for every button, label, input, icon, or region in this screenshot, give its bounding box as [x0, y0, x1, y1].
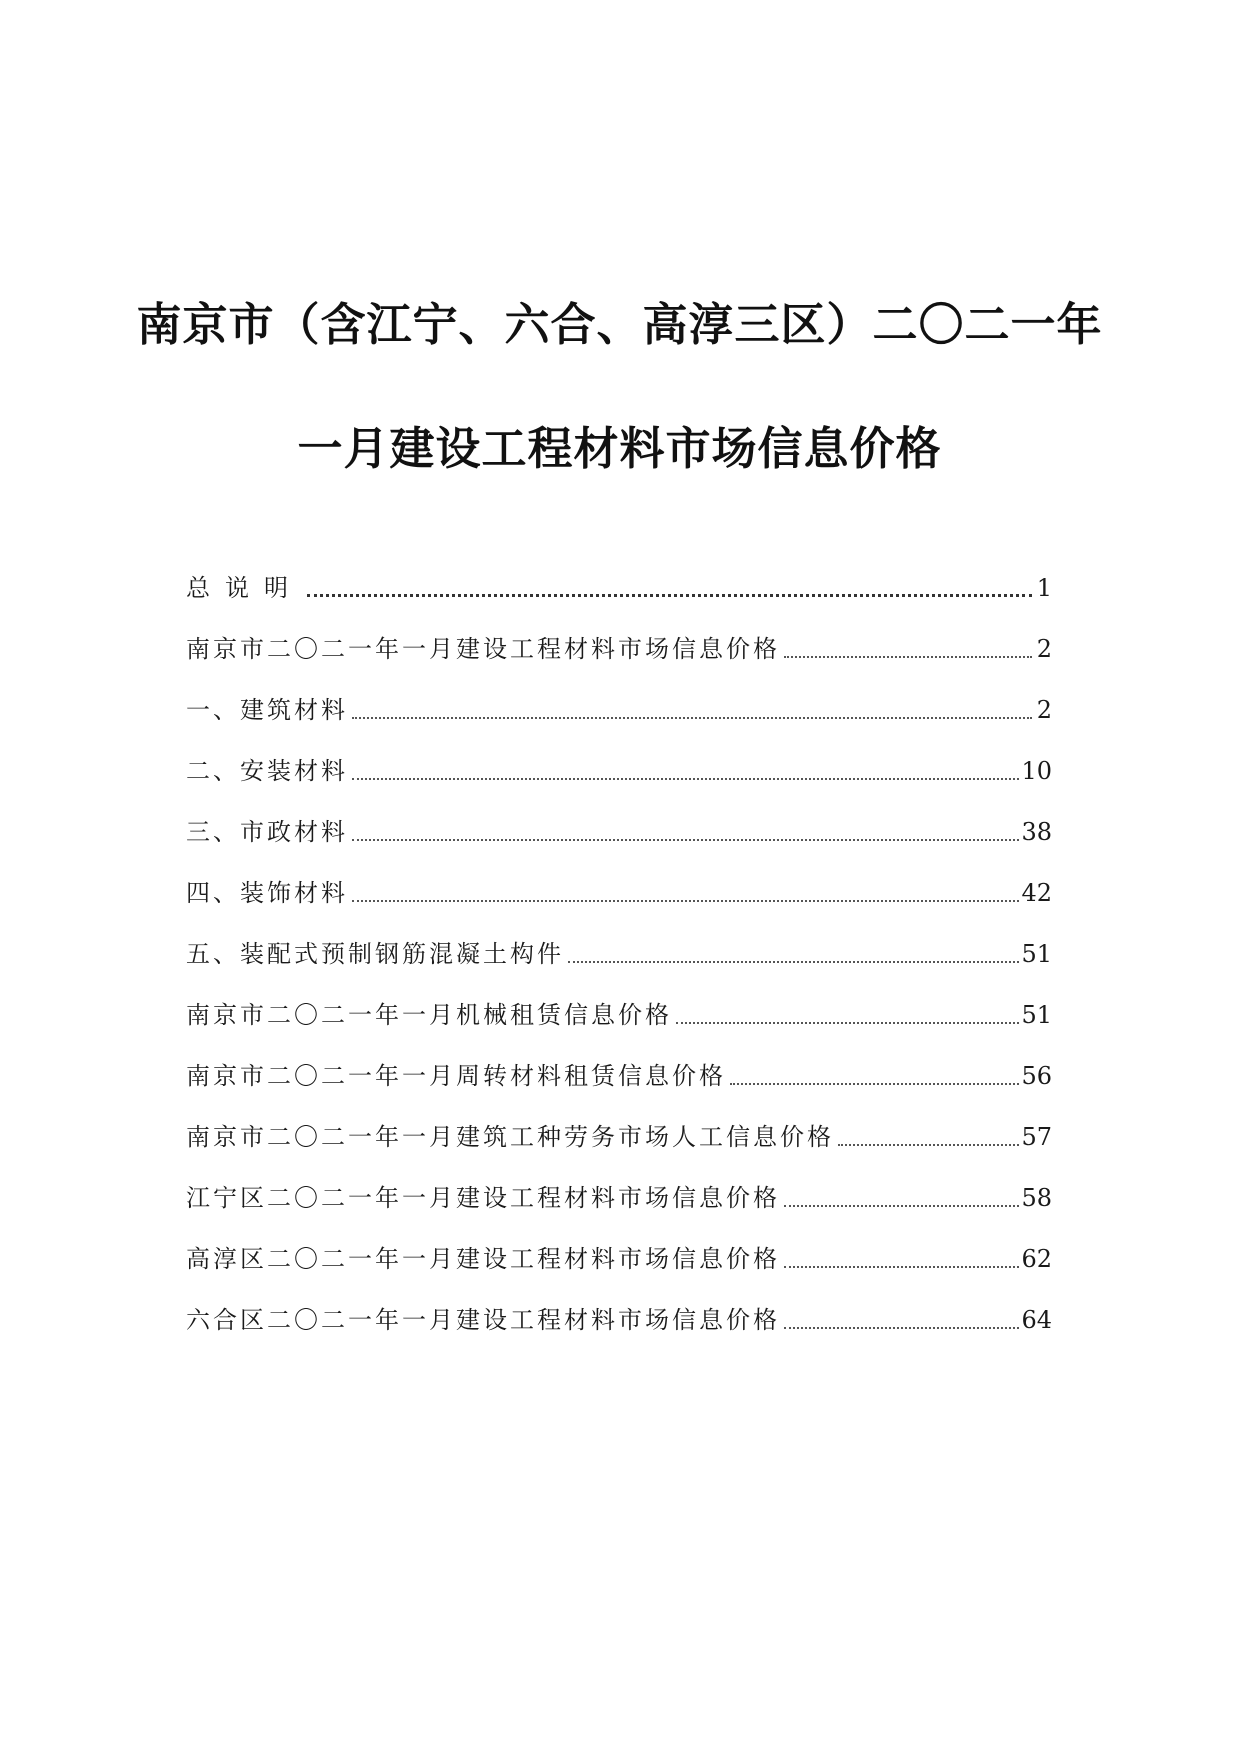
- toc-entry-installation-materials[interactable]: [186, 746, 1052, 786]
- toc-entry-page: 57: [1021, 1123, 1052, 1151]
- toc-entry-gaochun-materials[interactable]: [186, 1234, 1052, 1274]
- document-title-line-2: 一月建设工程材料市场信息价格: [297, 422, 942, 475]
- toc-entry-page: 2: [1036, 696, 1052, 724]
- toc-entry-page: 1: [1036, 574, 1052, 602]
- toc-dot-leader: [352, 716, 1032, 719]
- toc-entry-label: 南京市二〇二一年一月周转材料租赁信息价格: [186, 1062, 726, 1090]
- toc-entry-page: 62: [1021, 1245, 1052, 1273]
- toc-entry-prefab-concrete[interactable]: [186, 929, 1052, 969]
- toc-entry-page: 10: [1021, 757, 1052, 785]
- toc-entry-label: 五、装配式预制钢筋混凝土构件: [186, 940, 564, 968]
- toc-dot-leader: [784, 655, 1032, 658]
- toc-dot-leader: [784, 1326, 1019, 1329]
- toc-entry-label: 高淳区二〇二一年一月建设工程材料市场信息价格: [186, 1245, 780, 1273]
- toc-dot-leader: [784, 1265, 1019, 1268]
- toc-entry-turnover-materials-rental[interactable]: [186, 1051, 1052, 1091]
- toc-dot-leader: [307, 593, 1032, 597]
- toc-entry-label: 总说明: [186, 574, 303, 602]
- toc-dot-leader: [352, 838, 1019, 841]
- toc-entry-label: 二、安装材料: [186, 757, 348, 785]
- document-title-line-1: 南京市（含江宁、六合、高淳三区）二〇二一年: [136, 298, 1103, 351]
- toc-entry-page: 51: [1021, 940, 1052, 968]
- toc-dot-leader: [784, 1204, 1019, 1207]
- toc-entry-page: 56: [1021, 1062, 1052, 1090]
- toc-dot-leader: [352, 777, 1019, 780]
- toc-entry-building-materials[interactable]: [186, 685, 1052, 725]
- toc-entry-label: 三、市政材料: [186, 818, 348, 846]
- toc-entry-jiangning-materials[interactable]: [186, 1173, 1052, 1213]
- toc-dot-leader: [352, 899, 1019, 902]
- toc-entry-label: 六合区二〇二一年一月建设工程材料市场信息价格: [186, 1306, 780, 1334]
- toc-dot-leader: [730, 1082, 1019, 1085]
- toc-entry-page: 64: [1021, 1306, 1052, 1334]
- toc-entry-page: 42: [1021, 879, 1052, 907]
- toc-entry-luhe-materials[interactable]: [186, 1295, 1052, 1335]
- toc-entry-label: 南京市二〇二一年一月建设工程材料市场信息价格: [186, 635, 780, 663]
- toc-entry-label: 一、建筑材料: [186, 696, 348, 724]
- toc-entry-general-notes[interactable]: [186, 563, 1052, 603]
- toc-entry-nanjing-materials[interactable]: [186, 624, 1052, 664]
- toc-entry-decoration-materials[interactable]: [186, 868, 1052, 908]
- toc-entry-labor-prices[interactable]: [186, 1112, 1052, 1152]
- toc-entry-label: 江宁区二〇二一年一月建设工程材料市场信息价格: [186, 1184, 780, 1212]
- toc-entry-municipal-materials[interactable]: [186, 807, 1052, 847]
- toc-entry-page: 58: [1021, 1184, 1052, 1212]
- toc-entry-page: 38: [1021, 818, 1052, 846]
- toc-entry-label: 南京市二〇二一年一月建筑工种劳务市场人工信息价格: [186, 1123, 834, 1151]
- toc-dot-leader: [568, 960, 1019, 963]
- toc-entry-label: 四、装饰材料: [186, 879, 348, 907]
- toc-dot-leader: [676, 1021, 1019, 1024]
- toc-entry-page: 51: [1021, 1001, 1052, 1029]
- toc-dot-leader: [838, 1143, 1019, 1146]
- toc-entry-page: 2: [1036, 635, 1052, 663]
- toc-entry-machinery-rental[interactable]: [186, 990, 1052, 1030]
- toc-entry-label: 南京市二〇二一年一月机械租赁信息价格: [186, 1001, 672, 1029]
